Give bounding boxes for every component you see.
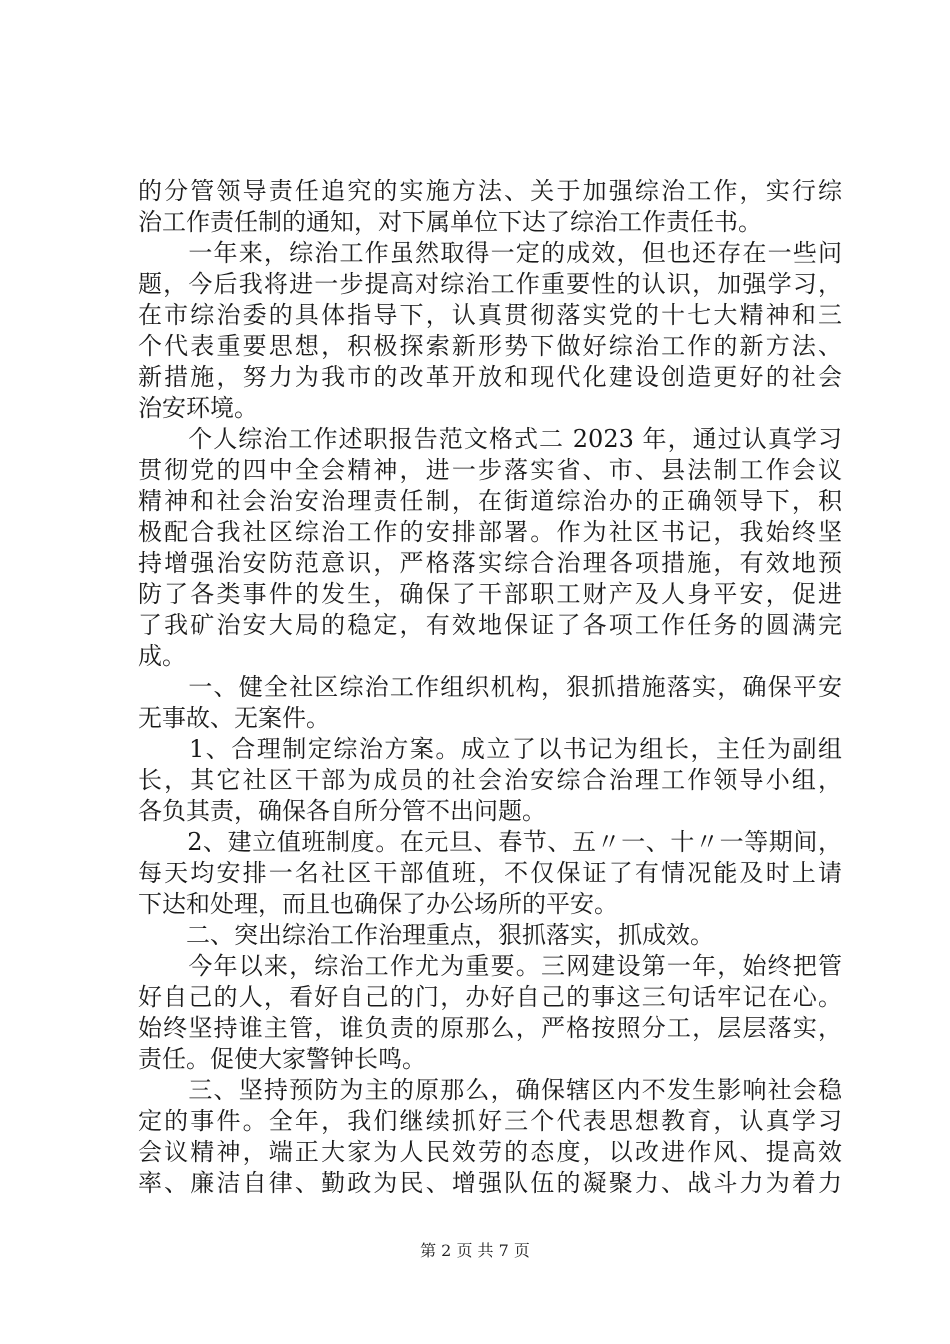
text-line: 今年以来，综治工作尤为重要。三网建设第一年，始终把管: [138, 952, 842, 980]
text-line: 始终坚持谁主管，谁负责的原那么，严格按照分工，层层落实，: [138, 1014, 842, 1042]
text-line: 无事故、无案件。: [138, 704, 330, 732]
text-line: 了我矿治安大局的稳定，有效地保证了各项工作任务的圆满完: [138, 611, 842, 639]
text-line: 持增强治安防范意识，严格落实综合治理各项措施，有效地预: [138, 549, 842, 577]
text-line: 贯彻党的四中全会精神，进一步落实省、市、县法制工作会议: [138, 456, 842, 484]
text-line: 极配合我社区综治工作的安排部署。作为社区书记，我始终坚: [138, 518, 842, 546]
text-line: 下达和处理，而且也确保了办公场所的平安。: [138, 890, 618, 918]
text-line: 二、突出综治工作治理重点，狠抓落实，抓成效。: [138, 921, 714, 949]
text-line: 2、建立值班制度。在元旦、春节、五〃一、十〃一等期间，: [138, 828, 842, 856]
text-line: 各负其责，确保各自所分管不出问题。: [138, 797, 546, 825]
text-line: 个人综治工作述职报告范文格式二 2023 年，通过认真学习: [138, 425, 842, 453]
document-body: [138, 176, 842, 1199]
text-line: 治安环境。: [138, 394, 258, 422]
text-line: 1、合理制定综治方案。成立了以书记为组长，主任为副组: [138, 735, 842, 763]
text-line: 新措施，努力为我市的改革开放和现代化建设创造更好的社会: [138, 363, 842, 391]
text-line: 率、廉洁自律、勤政为民、增强队伍的凝聚力、战斗力为着力: [138, 1169, 842, 1197]
text-line: 防了各类事件的发生，确保了干部职工财产及人身平安，促进: [138, 580, 842, 608]
text-line: 长，其它社区干部为成员的社会治安综合治理工作领导小组，: [138, 766, 842, 794]
text-line: 治工作责任制的通知，对下属单位下达了综治工作责任书。: [138, 208, 762, 236]
text-line: 一年来，综治工作虽然取得一定的成效，但也还存在一些问: [138, 239, 842, 267]
text-line: 成。: [138, 642, 186, 670]
text-line: 会议精神，端正大家为人民效劳的态度，以改进作风、提高效: [138, 1138, 842, 1166]
text-line: 在市综治委的具体指导下，认真贯彻落实党的十七大精神和三: [138, 301, 842, 329]
page-number-footer: 第 2 页 共 7 页: [420, 1241, 530, 1260]
text-line: 一、健全社区综治工作组织机构，狠抓措施落实，确保平安: [138, 673, 842, 701]
text-line: 定的事件。全年，我们继续抓好三个代表思想教育，认真学习: [138, 1107, 842, 1135]
text-line: 个代表重要思想，积极探索新形势下做好综治工作的新方法、: [138, 332, 842, 360]
text-line: 的分管领导责任追究的实施方法、关于加强综治工作，实行综: [138, 177, 842, 205]
text-line: 好自己的人，看好自己的门，办好自己的事这三句话牢记在心。: [138, 983, 842, 1011]
text-line: 精神和社会治安治理责任制，在街道综治办的正确领导下，积: [138, 487, 842, 515]
text-line: 责任。促使大家警钟长鸣。: [138, 1045, 426, 1073]
text-line: 题，今后我将进一步提高对综治工作重要性的认识，加强学习，: [138, 270, 842, 298]
text-line: 每天均安排一名社区干部值班，不仅保证了有情况能及时上请: [138, 859, 842, 887]
text-line: 三、坚持预防为主的原那么，确保辖区内不发生影响社会稳: [138, 1076, 842, 1104]
